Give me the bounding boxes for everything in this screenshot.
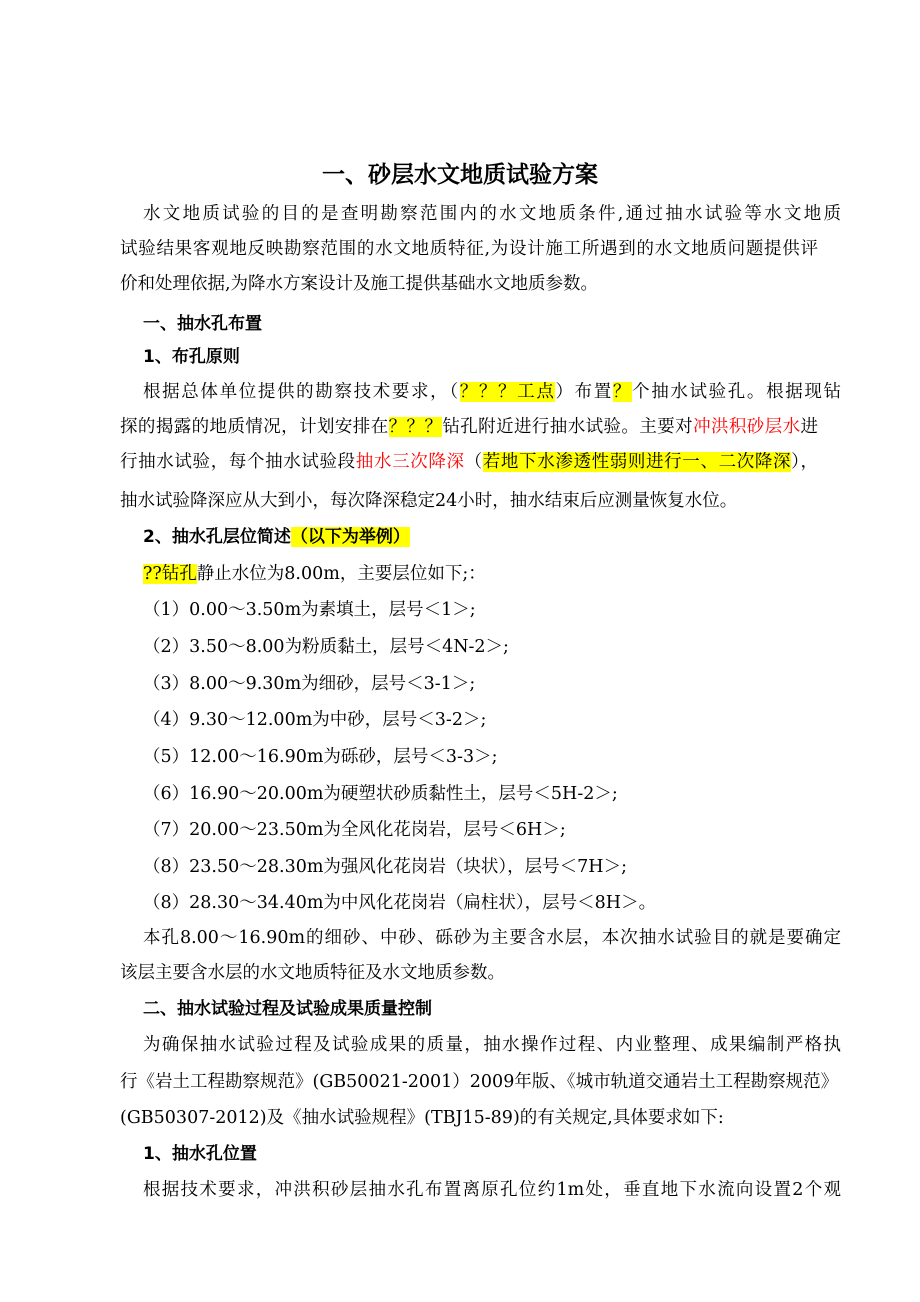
text-line <box>120 415 818 439</box>
text-segment: 该层主要含水层的水文地质特征及水文地质参数。 <box>120 963 505 983</box>
highlighted-text: ？ <box>612 382 633 402</box>
text-segment: 静止水位为8.00m，主要层位如下;： <box>196 564 486 584</box>
text-line <box>143 672 841 696</box>
text-segment: 行《岩土工程勘察规范》(GB50021-2001）2009年版、《城市轨道交通岩土工程勘察规范》 <box>120 1072 839 1092</box>
text-segment: （1）0.00～3.50m为素填土，层号＜1＞; <box>143 600 476 620</box>
text-segment: 试验结果客观地反映勘察范围的水文地质特征,为设计施工所遇到的水文地质问题提供评 <box>120 239 818 259</box>
text-segment: 水文地质试验的目的是查明勘察范围内的水文地质条件,通过抽水试验等水文地质 <box>143 204 841 224</box>
text-line <box>143 782 841 806</box>
highlighted-text: ??钻孔 <box>143 564 197 584</box>
text-segment: 为确保抽水试验过程及试验成果的质量，抽水操作过程、内业整理、成果编制严格执 <box>143 1035 841 1055</box>
text-line <box>143 380 841 404</box>
section-heading <box>143 997 841 1021</box>
text-segment: 钻孔附近进行抽水试验。主要对 <box>442 417 694 437</box>
text-segment: ）， <box>791 452 819 472</box>
red-text: 冲洪积砂层水 <box>693 417 801 437</box>
text-segment: 根据总体单位提供的勘察技术要求，（ <box>143 382 460 402</box>
text-segment: 行抽水试验，每个抽水试验段 <box>120 452 356 472</box>
text-segment: ）布置 <box>555 382 613 402</box>
text-line <box>143 598 841 622</box>
text-line <box>120 961 818 985</box>
text-segment: 探的揭露的地质情况，计划安排在 <box>120 417 389 437</box>
text-segment: 个抽水试验孔。根据现钻 <box>632 382 842 402</box>
section-heading <box>143 525 841 549</box>
text-line <box>120 489 818 513</box>
text-line <box>143 202 841 226</box>
text-line <box>143 745 841 769</box>
text-segment: 抽水试验降深应从大到小，每次降深稳定24小时，抽水结束后应测量恢复水位。 <box>120 491 738 511</box>
text-segment: 根据技术要求，冲洪积砂层抽水孔布置离原孔位约1m处，垂直地下水流向设置2个观 <box>143 1180 841 1200</box>
text-segment: (GB50307-2012)及《抽水试验规程》(TBJ15-89)的有关规定,具体要求如下: <box>120 1108 724 1128</box>
section-heading <box>143 345 841 369</box>
section-heading <box>143 1142 841 1166</box>
section-heading <box>143 312 841 336</box>
text-line <box>143 818 841 842</box>
text-line <box>143 562 841 586</box>
text-line <box>143 891 841 915</box>
text-line <box>120 272 818 296</box>
text-segment: 1、布孔原则 <box>143 347 240 367</box>
text-segment: 2、抽水孔层位简述 <box>143 527 291 547</box>
text-line <box>143 635 841 659</box>
text-segment: （8）23.50～28.30m为强风化花岗岩（块状），层号＜7H＞; <box>143 857 627 877</box>
text-line <box>143 708 841 732</box>
text-line <box>120 237 818 261</box>
text-line <box>143 926 841 950</box>
text-segment: 进 <box>800 417 819 437</box>
text-segment: （4）9.30～12.00m为中砂，层号＜3-2＞; <box>143 710 487 730</box>
text-segment: （ <box>464 452 483 472</box>
page-title: 一、砂层水文地质试验方案 <box>322 162 598 188</box>
text-segment: （3）8.00～9.30m为细砂，层号＜3-1＞; <box>143 674 476 694</box>
red-text: 抽水三次降深 <box>355 452 465 472</box>
text-line <box>143 1178 841 1202</box>
highlighted-text: ？？？ <box>388 417 443 437</box>
text-segment: 一、抽水孔布置 <box>143 314 262 334</box>
text-segment: 价和处理依据,为降水方案设计及施工提供基础水文地质参数。 <box>120 274 599 294</box>
text-line <box>143 855 841 879</box>
text-line <box>143 1033 841 1057</box>
text-segment: （6）16.90～20.00m为硬塑状砂质黏性土，层号＜5H-2＞; <box>143 784 618 804</box>
text-segment: 1、抽水孔位置 <box>143 1144 257 1164</box>
text-segment: 二、抽水试验过程及试验成果质量控制 <box>143 999 432 1019</box>
text-line <box>120 450 818 474</box>
highlighted-text: ？？？工点 <box>459 382 556 402</box>
text-segment: （8）28.30～34.40m为中风化花岗岩（扁柱状），层号＜8H＞。 <box>143 893 657 913</box>
text-line <box>120 1106 818 1130</box>
text-segment: （2）3.50～8.00为粉质黏土，层号＜4N-2＞; <box>143 637 509 657</box>
highlighted-text: （以下为举例） <box>290 527 410 547</box>
text-segment: （7）20.00～23.50m为全风化花岗岩，层号＜6H＞; <box>143 820 566 840</box>
highlighted-text: 若地下水渗透性弱则进行一、二次降深 <box>482 452 792 472</box>
text-segment: 本孔8.00～16.90m的细砂、中砂、砾砂为主要含水层，本次抽水试验目的就是要确定 <box>143 928 841 948</box>
text-segment: （5）12.00～16.90m为砾砂，层号＜3-3＞; <box>143 747 498 767</box>
text-line <box>120 1070 839 1094</box>
